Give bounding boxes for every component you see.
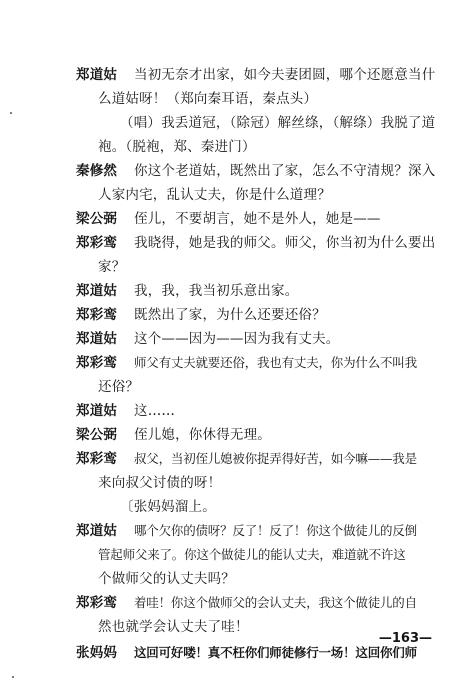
speaker-name: 郑彩鸾 [76, 355, 118, 371]
dialogue-line [76, 644, 417, 662]
speaker-name: 郑道姑 [76, 283, 118, 299]
dialogue-line [76, 522, 417, 540]
dialogue-continuation [98, 570, 235, 588]
page-number: —163— [378, 631, 432, 646]
dialogue-text: （唱）我丢道冠，（除冠）解丝绦，（解绦）我脱了道 [120, 115, 436, 131]
dialogue-continuation [98, 90, 317, 108]
stage-direction [120, 498, 216, 516]
dialogue-text: 着哇！你这个做师父的会认丈夫，我这个做徒儿的自 [134, 595, 417, 610]
dialogue-line [76, 450, 417, 468]
dialogue-text: 这个——因为——因为我有丈夫。 [134, 331, 340, 347]
speaker-name: 梁公弼 [76, 211, 118, 227]
dialogue-continuation [98, 618, 249, 636]
dialogue-continuation [120, 114, 435, 132]
dialogue-continuation [98, 378, 139, 396]
dialogue-text: 我，我，我当初乐意出家。 [134, 283, 299, 299]
dialogue-text: 人家内宅，乱认丈夫，你是什么道理？ [98, 187, 331, 203]
dialogue-text: 侄儿，不要胡言，她不是外人，她是—— [134, 211, 381, 227]
speaker-name: 郑彩鸾 [76, 595, 118, 611]
dialogue-text: 么道姑呀！（郑向秦耳语，秦点头） [98, 91, 318, 107]
dialogue-continuation [98, 474, 221, 492]
speaker-name: 梁公弼 [76, 427, 118, 443]
speaker-name: 郑道姑 [76, 523, 118, 539]
dialogue-text: 这回可好喽！真不枉你们师徒修行一场！这回你们师 [134, 645, 417, 660]
dialogue-text: 当初无奈才出家，如今夫妻团圆，哪个还愿意当什 [134, 67, 436, 83]
dialogue-text: 侄儿媳，你休得无理。 [134, 427, 271, 443]
speaker-name: 郑彩鸾 [76, 451, 118, 467]
dialogue-line [76, 162, 435, 180]
speaker-name: 张妈妈 [76, 645, 118, 661]
dialogue-line [76, 330, 340, 348]
dialogue-line [76, 66, 435, 84]
speaker-name: 郑彩鸾 [76, 307, 118, 323]
dialogue-text: 还俗？ [98, 379, 140, 395]
dialogue-continuation [98, 258, 125, 276]
dialogue-text: 家？ [98, 259, 126, 275]
dialogue-continuation [98, 186, 331, 204]
scan-speck [12, 676, 14, 678]
scan-speck [10, 112, 12, 114]
dialogue-continuation [98, 138, 256, 156]
speaker-name: 郑道姑 [76, 67, 118, 83]
dialogue-line [76, 402, 175, 420]
dialogue-text: 师父有丈夫就要还俗，我也有丈夫，你为什么不叫我 [134, 355, 417, 370]
dialogue-text: 袍。（脱袍，郑、秦进门） [98, 139, 256, 155]
dialogue-continuation [98, 546, 406, 564]
speaker-name: 郑道姑 [76, 403, 118, 419]
dialogue-text: 哪个欠你的债呀？反了！反了！你这个做徒儿的反倒 [134, 523, 417, 538]
dialogue-text: 个做师父的认丈夫吗？ [98, 571, 235, 587]
speaker-name: 郑彩鸾 [76, 235, 118, 251]
dialogue-line [76, 282, 298, 300]
dialogue-line [76, 354, 417, 372]
dialogue-line [76, 234, 435, 252]
dialogue-text: 来向叔父讨债的呀！ [98, 475, 222, 491]
dialogue-text: 既然出了家，为什么还要还俗？ [134, 307, 326, 323]
dialogue-line [76, 306, 326, 324]
stage-direction-text: 〔张妈妈溜上。 [120, 499, 216, 515]
dialogue-text: 这…… [134, 403, 176, 419]
dialogue-text: 叔父，当初侄儿媳被你捉弄得好苦，如今嘛——我是 [134, 451, 417, 466]
dialogue-line [76, 210, 381, 228]
dialogue-text: 我晓得，她是我的师父。师父，你当初为什么要出 [134, 235, 436, 251]
dialogue-text: 管起师父来了。你这个做徒儿的能认丈夫，难道就不许这 [98, 547, 406, 562]
speaker-name: 秦修然 [76, 163, 118, 179]
speaker-name: 郑道姑 [76, 331, 118, 347]
dialogue-text: 然也就学会认丈夫了哇！ [98, 619, 249, 635]
dialogue-line [76, 426, 271, 444]
dialogue-line [76, 594, 417, 612]
dialogue-text: 你这个老道姑，既然出了家，怎么不守清规？深入 [134, 163, 436, 179]
